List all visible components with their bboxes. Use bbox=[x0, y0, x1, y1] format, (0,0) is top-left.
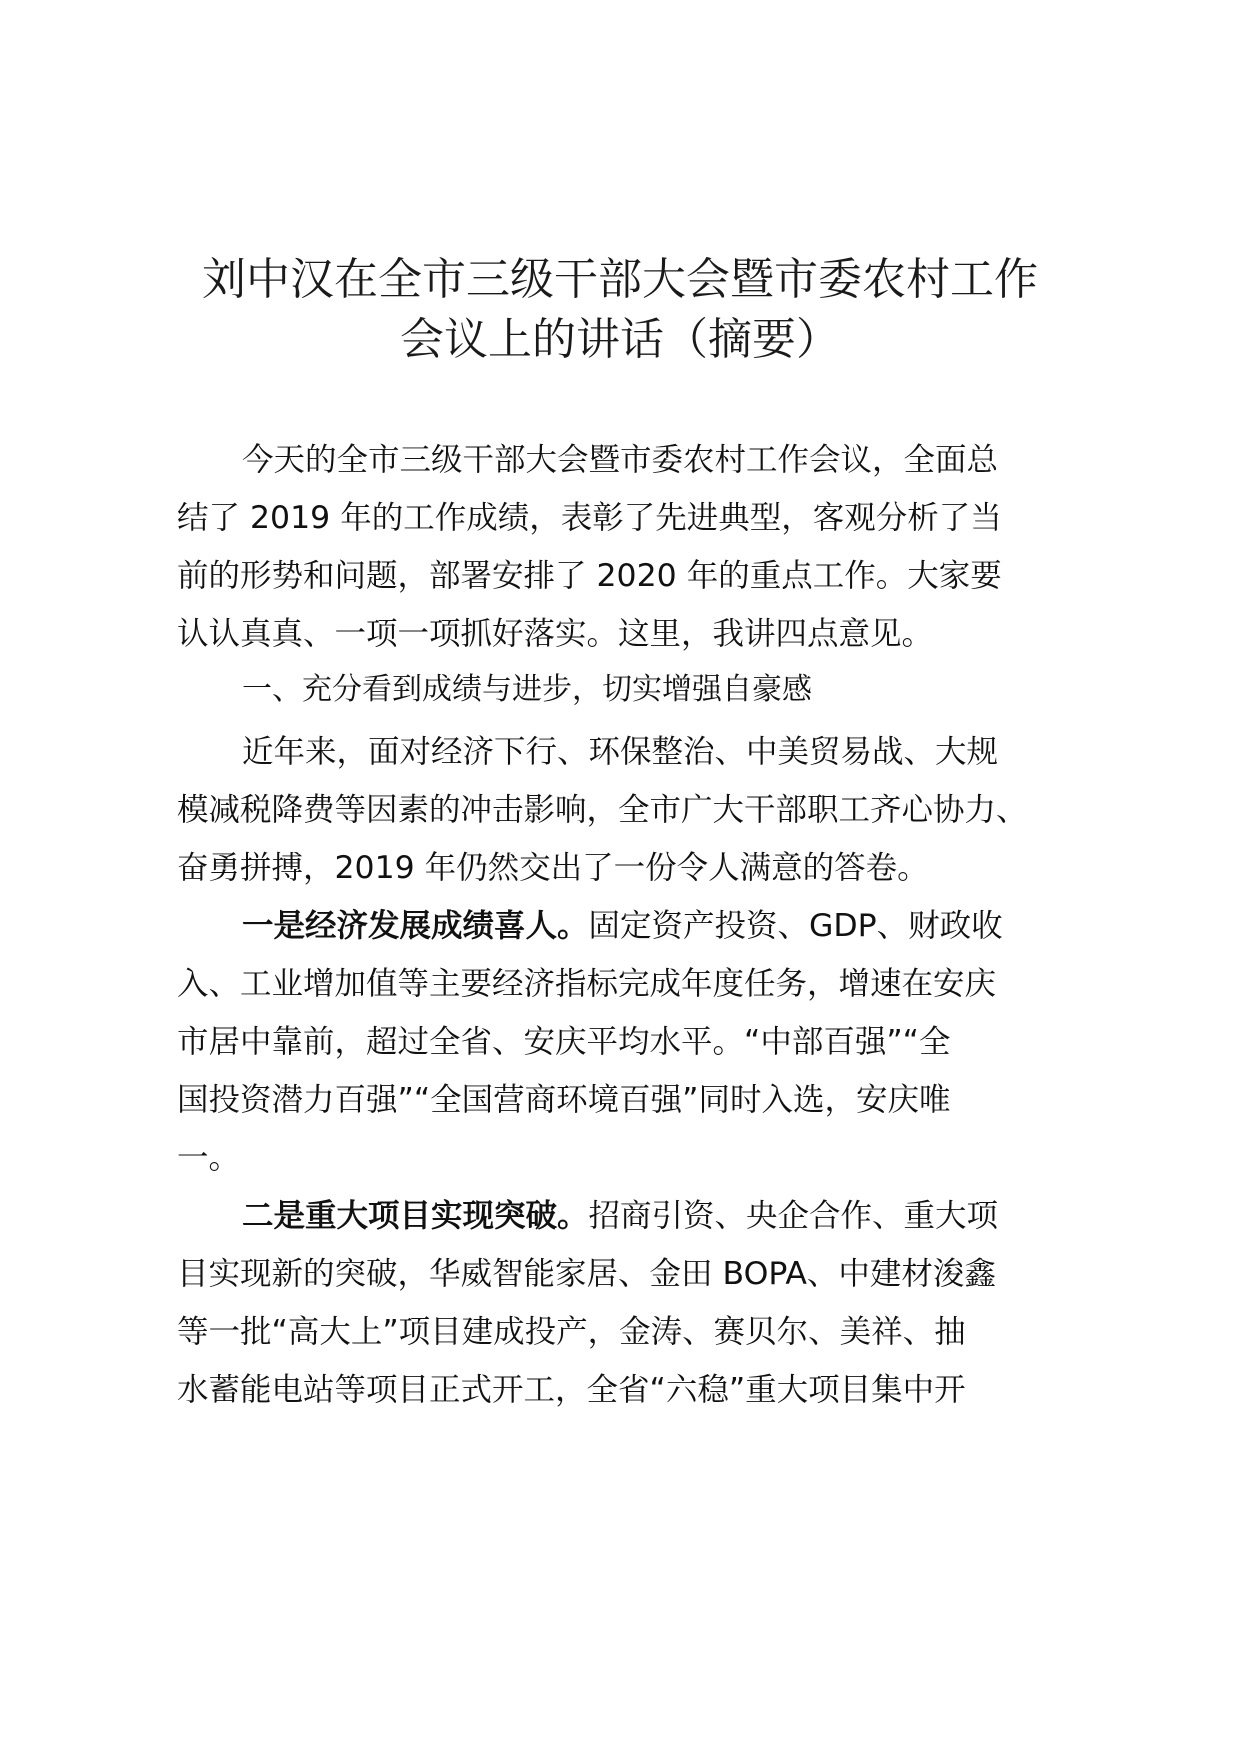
paragraph-3-line-5: 一。 bbox=[177, 1140, 241, 1176]
paragraph-2-line-1: 近年来，面对经济下行、环保整治、中美贸易战、大规 bbox=[242, 734, 999, 770]
paragraph-4-line-1 bbox=[242, 1196, 998, 1236]
paragraph-1-line-1: 今天的全市三级干部大会暨市委农村工作会议，全面总 bbox=[242, 442, 999, 478]
paragraph-1-line-3: 前的形势和问题，部署安排了 2020 年的重点工作。大家要 bbox=[177, 558, 1002, 594]
paragraph-3-line-4: 国投资潜力百强”“全国营商环境百强”同时入选，安庆唯 bbox=[177, 1082, 951, 1118]
paragraph-4-first-rest: 招商引资、央企合作、重大项 bbox=[588, 1198, 999, 1234]
paragraph-3-first-rest: 固定资产投资、GDP、财政收 bbox=[588, 908, 1003, 944]
title-line-1: 刘中汉在全市三级干部大会暨市委农村工作 bbox=[202, 254, 1038, 305]
paragraph-3-lead: 一是经济发展成绩喜人。 bbox=[242, 908, 589, 944]
paragraph-4-line-2: 目实现新的突破，华威智能家居、金田 BOPA、中建材浚鑫 bbox=[177, 1256, 996, 1292]
paragraph-1-line-4: 认认真真、一项一项抓好落实。这里，我讲四点意见。 bbox=[177, 616, 934, 652]
paragraph-4-line-3: 等一批“高大上”项目建成投产，金涛、赛贝尔、美祥、抽 bbox=[177, 1314, 966, 1350]
paragraph-3-line-3: 市居中靠前，超过全省、安庆平均水平。“中部百强”“全 bbox=[177, 1024, 951, 1060]
paragraph-4-lead: 二是重大项目实现突破。 bbox=[242, 1198, 589, 1234]
document-title bbox=[150, 250, 1090, 370]
paragraph-3-line-1 bbox=[242, 906, 1003, 946]
paragraph-2-line-3: 奋勇拼搏，2019 年仍然交出了一份令人满意的答卷。 bbox=[177, 850, 929, 886]
title-line-2: 会议上的讲话（摘要） bbox=[400, 314, 840, 365]
paragraph-4-line-4: 水蓄能电站等项目正式开工，全省“六稳”重大项目集中开 bbox=[177, 1372, 966, 1408]
section-heading-1: 一、充分看到成绩与进步，切实增强自豪感 bbox=[242, 672, 812, 707]
paragraph-2-line-2: 模减税降费等因素的冲击影响，全市广大干部职工齐心协力、 bbox=[177, 792, 1028, 828]
paragraph-1-line-2: 结了 2019 年的工作成绩，表彰了先进典型，客观分析了当 bbox=[177, 500, 1002, 536]
paragraph-3-line-2: 入、工业增加值等主要经济指标完成年度任务，增速在安庆 bbox=[177, 966, 997, 1002]
